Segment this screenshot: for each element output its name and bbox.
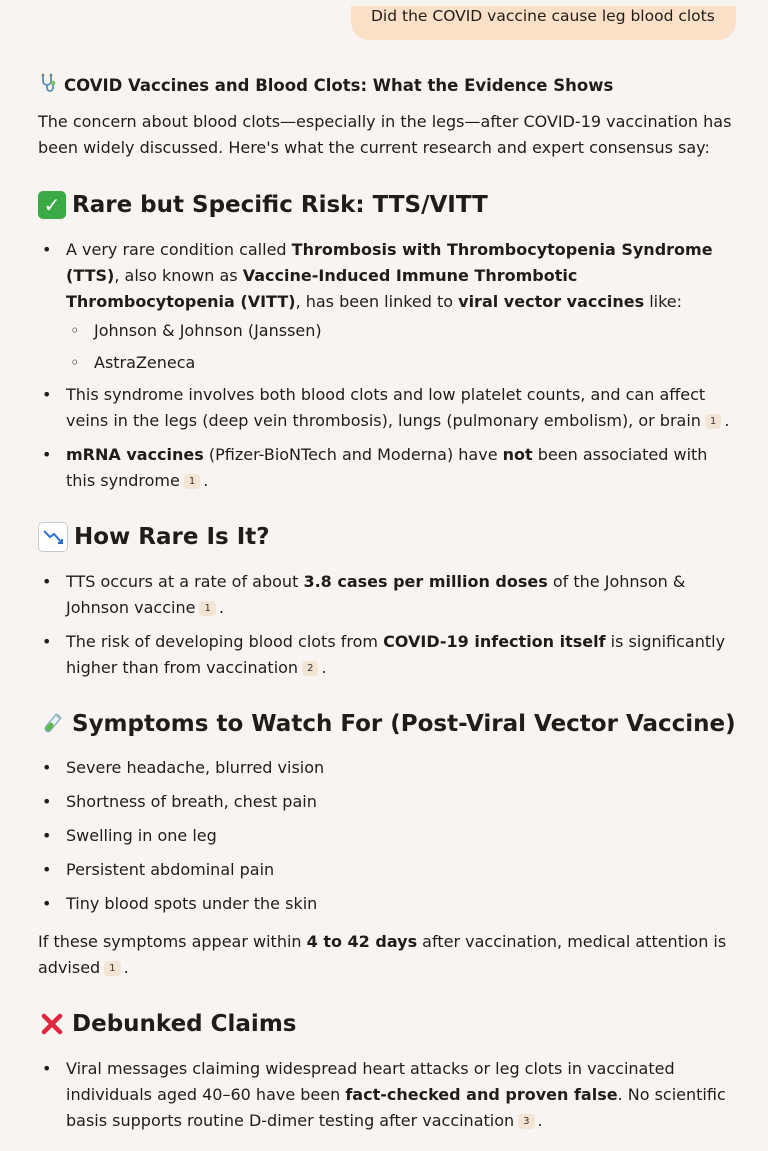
test-tube-icon: [38, 710, 66, 738]
user-message-bubble: [351, 6, 736, 40]
list-item: • The risk of developing blood clots from COVID-19 infection itself is significantly higher than from vaccination 2 .: [38, 629, 738, 681]
tts-list: [38, 237, 738, 494]
section-heading-debunked: [38, 1007, 738, 1041]
section-heading-rare: [38, 520, 738, 554]
list-item: • A very rare condition called Thrombosis with Thrombocytopenia Syndrome (TTS), also known as Vaccine-Induced Immune Thrombotic Thrombocytopenia (VITT), has been linked to viral vector vaccines like: ◦ Johnson & Johnson (Janssen) ◦ AstraZeneca: [38, 237, 738, 376]
vaccine-sublist: [66, 318, 738, 376]
section-heading-symptoms: [38, 707, 738, 741]
debunked-list: [38, 1056, 738, 1134]
citation-badge[interactable]: 3: [518, 1114, 534, 1129]
answer-title-text: COVID Vaccines and Blood Clots: What the Evidence Shows: [64, 75, 614, 95]
list-item: • TTS occurs at a rate of about 3.8 cases per million doses of the Johnson & Johnson vaccine 1 .: [38, 569, 738, 621]
citation-badge[interactable]: 2: [302, 661, 318, 676]
list-item: • Tiny blood spots under the skin: [38, 891, 738, 917]
citation-badge[interactable]: 1: [199, 601, 215, 616]
list-item: • Severe headache, blurred vision: [38, 755, 738, 781]
section-heading-symptoms-text: Symptoms to Watch For (Post-Viral Vector Vaccine): [72, 711, 736, 737]
symptoms-list: [38, 755, 738, 917]
sublist-item-astrazeneca: ◦ AstraZeneca: [66, 350, 738, 376]
citation-badge[interactable]: 1: [104, 961, 120, 976]
sublist-item-janssen: ◦ Johnson & Johnson (Janssen): [66, 318, 738, 344]
rare-list: [38, 569, 738, 681]
answer-intro: The concern about blood clots—especially in the legs—after COVID-19 vaccination has been widely discussed. Here's what the current research and expert consensus say:: [38, 112, 732, 157]
check-mark-icon: ✓: [38, 191, 66, 219]
stethoscope-icon: [38, 72, 60, 99]
list-item: • mRNA vaccines (Pfizer-BioNTech and Moderna) have not been associated with this syndrome 1 .: [38, 442, 738, 494]
list-item: • Shortness of breath, chest pain: [38, 789, 738, 815]
assistant-answer: [38, 72, 738, 1134]
answer-title: [38, 72, 738, 98]
section-heading-rare-text: How Rare Is It?: [74, 524, 270, 550]
citation-badge[interactable]: 1: [705, 414, 721, 429]
list-item: • Viral messages claiming widespread heart attacks or leg clots in vaccinated individuals aged 40–60 have been fact-checked and proven false. No scientific basis supports routine D-dimer testing after vaccination 3 .: [38, 1056, 738, 1134]
user-message-text: Did the COVID vaccine cause leg blood clots: [371, 7, 715, 25]
section-heading-tts: [38, 188, 738, 222]
cross-mark-icon: [38, 1010, 66, 1038]
symptoms-advice: If these symptoms appear within 4 to 42 days after vaccination, medical attention is advised 1 .: [38, 932, 727, 977]
citation-badge[interactable]: 1: [184, 474, 200, 489]
list-item: • Swelling in one leg: [38, 823, 738, 849]
chart-decreasing-icon: [38, 522, 68, 552]
section-heading-tts-text: Rare but Specific Risk: TTS/VITT: [72, 192, 488, 218]
list-item: • This syndrome involves both blood clots and low platelet counts, and can affect veins in the legs (deep vein thrombosis), lungs (pulmonary embolism), or brain 1 .: [38, 382, 738, 434]
list-item: • Persistent abdominal pain: [38, 857, 738, 883]
section-heading-debunked-text: Debunked Claims: [72, 1011, 297, 1037]
